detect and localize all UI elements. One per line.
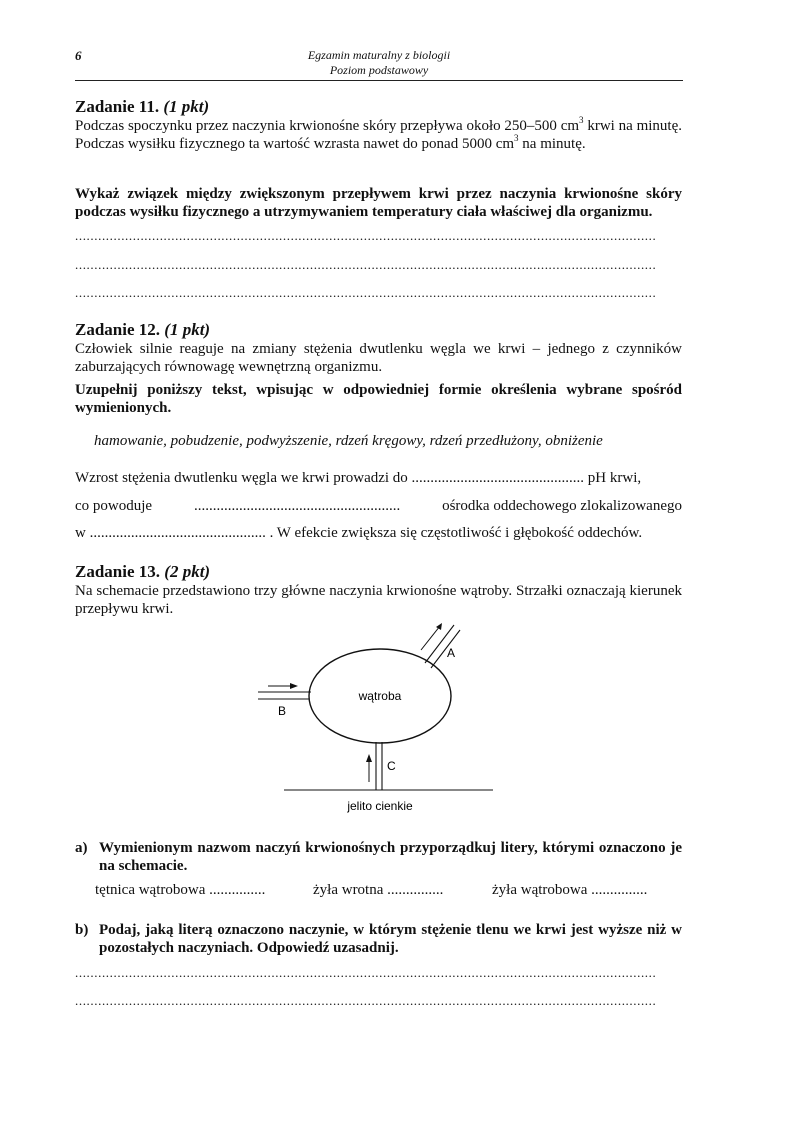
task13-part-b-command (75, 921, 682, 957)
task13-title-text: Zadanie 13. (75, 562, 161, 581)
task12-points: (1 pkt) (164, 320, 211, 339)
task11-intro-part3: na minutę. (518, 136, 586, 152)
task13-answer-line-1[interactable]: ....................................................................................................................................................... (75, 965, 657, 980)
task13-intro: Na schemacie przedstawiono trzy główne naczynia krwionośne wątroby. Strzałki oznaczają kierunek przepływu krwi. (75, 583, 682, 617)
task11-answer-line-1[interactable]: ....................................................................................................................................................... (75, 228, 657, 243)
task11-points: (1 pkt) (163, 97, 210, 116)
task12-line-2-blank[interactable]: ....................................................... (193, 498, 401, 514)
task11-intro (75, 117, 682, 153)
task13-points: (2 pkt) (164, 562, 211, 581)
vessel-a-label: A (447, 646, 456, 660)
task13-part-b-text: Podaj, jaką literą oznaczono naczynie, w którym stężenie tlenu we krwi jest wyższe niż w pozostałych naczyniach. Odpowiedź uzasadnij. (99, 922, 682, 956)
task13-title (75, 562, 682, 582)
task11-sup1: 3 (579, 115, 584, 125)
task11-command: Wykaż związek między zwiększonym przepływem krwi przez naczynia krwionośne skóry podczas wysiłku fizycznego a utrzymywaniem temperatury ciała właściwej dla organizmu. (75, 186, 682, 220)
vessel-b-label: B (278, 704, 287, 718)
task11-title-text: Zadanie 11. (75, 97, 160, 116)
answer-hepatic-vein[interactable]: żyła wątrobowa ............... (492, 882, 648, 898)
liver-vessels-diagram (250, 620, 510, 820)
task12-title-text: Zadanie 12. (75, 320, 161, 339)
task12-intro: Człowiek silnie reaguje na zmiany stężenia dwutlenku węgla we krwi – jednego z czynników zaburzających równowagę wewnętrzną organizmu. (75, 341, 682, 375)
task11-sup2: 3 (514, 133, 519, 143)
task12-line-2-a: co powoduje (75, 498, 153, 514)
header-title (75, 48, 683, 78)
vessel-b-arrow-head (290, 683, 298, 689)
header-line-1: Egzamin maturalny z biologii (307, 48, 451, 62)
task13-part-b-letter: b) (75, 922, 89, 938)
task11-answer-line-3[interactable]: ....................................................................................................................................................... (75, 285, 657, 300)
task12-line-2-c: ośrodka oddechowego zlokalizowanego (442, 498, 682, 514)
task13-part-a-letter: a) (75, 840, 88, 856)
task13-part-a-text: Wymienionym nazwom naczyń krwionośnych przyporządkuj litery, którymi oznaczono je na schemacie. (99, 840, 682, 874)
page-number: 6 (75, 48, 82, 63)
vessel-a-arrow-head (436, 623, 442, 630)
task12-line-3[interactable]: w ............................................... . W efekcie zwiększa się częstotliwość i głębokość oddechów. (75, 525, 643, 541)
answer-hepatic-artery[interactable]: tętnica wątrobowa ............... (95, 882, 266, 898)
intestine-label: jelito cienkie (347, 799, 413, 813)
task13-answer-line-2[interactable]: ....................................................................................................................................................... (75, 993, 657, 1008)
task11-answer-line-2[interactable]: ....................................................................................................................................................... (75, 257, 657, 272)
task12-options: hamowanie, pobudzenie, podwyższenie, rdzeń kręgowy, rdzeń przedłużony, obniżenie (94, 433, 603, 449)
task12-line-2[interactable] (75, 497, 682, 515)
task11-title (75, 97, 682, 117)
task13-part-a-command (75, 839, 682, 875)
answer-portal-vein[interactable]: żyła wrotna ............... (313, 882, 444, 898)
page-header (75, 48, 683, 81)
task11-intro-part2: krwi na minutę. Podczas wysiłku fizycznego ta wartość wzrasta nawet do ponad 5000 cm (75, 118, 682, 152)
task12-title (75, 320, 682, 340)
vessel-c-label: C (387, 759, 396, 773)
vessel-c-arrow-head (366, 754, 372, 762)
task12-line-1[interactable]: Wzrost stężenia dwutlenku węgla we krwi prowadzi do .............................................. pH krwi, (75, 470, 642, 486)
task11-intro-part1: Podczas spoczynku przez naczynia krwionośne skóry przepływa około 250–500 cm (75, 118, 580, 134)
liver-label: wątroba (358, 689, 402, 703)
header-line-2: Poziom podstawowy (329, 63, 429, 77)
task12-command: Uzupełnij poniższy tekst, wpisując w odpowiedniej formie określenia wybrane spośród wymienionych. (75, 382, 682, 416)
